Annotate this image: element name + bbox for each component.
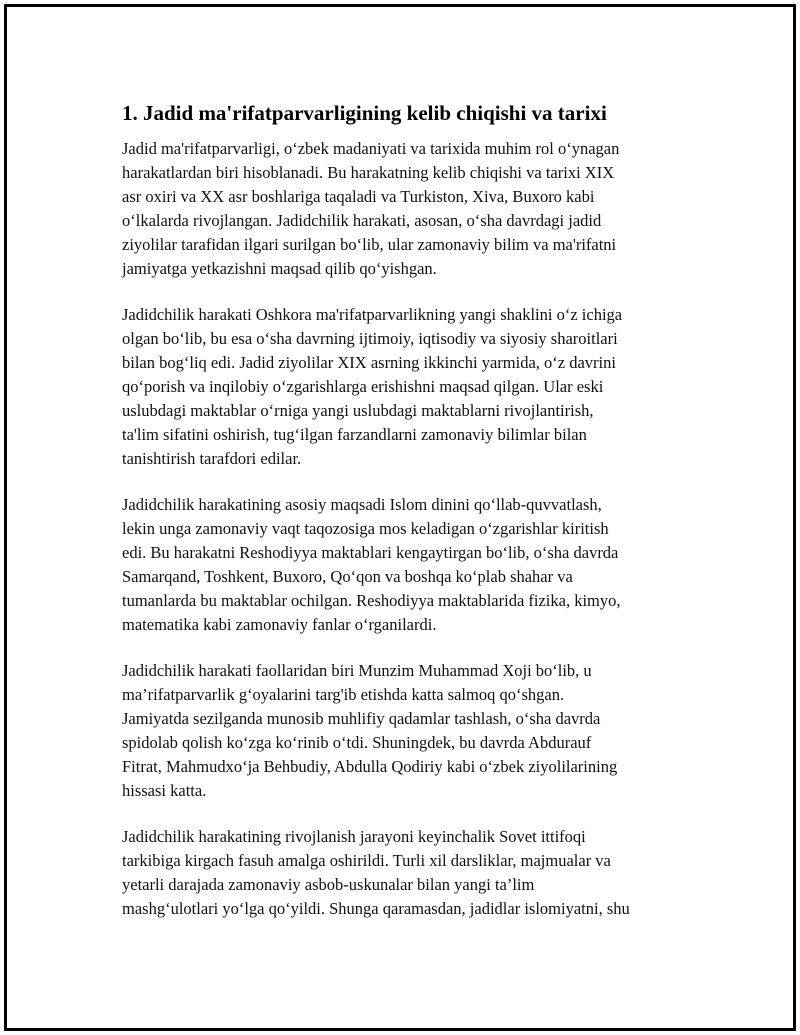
- text-line: tarkibiga kirgach fasuh amalga oshirildi. Turli xil darsliklar, majmualar va: [122, 851, 611, 870]
- text-line: asr oxiri va XX asr boshlariga taqaladi va Turkiston, Xiva, Buxoro kabi: [122, 187, 595, 206]
- text-line: spidolab qolish ko‘zga ko‘rinib o‘tdi. Shuningdek, bu davrda Abdurauf: [122, 733, 592, 752]
- text-line: Jadid ma'rifatparvarligi, o‘zbek madaniyati va tarixida muhim rol o‘ynagan: [122, 139, 620, 158]
- paragraph-3: [122, 493, 702, 637]
- text-line: Jadidchilik harakati faollaridan biri Munzim Muhammad Xoji bo‘lib, u: [122, 661, 592, 680]
- text-line: Jamiyatda sezilganda munosib muhlifiy qadamlar tashlash, o‘sha davrda: [122, 709, 601, 728]
- text-line: Fitrat, Mahmudxo‘ja Behbudiy, Abdulla Qodiriy kabi o‘zbek ziyolilarining: [122, 757, 618, 776]
- paragraph-2: [122, 303, 702, 471]
- page-frame: [4, 4, 796, 1031]
- paragraph-5: [122, 825, 702, 921]
- text-line: lekin unga zamonaviy vaqt taqozosiga mos keladigan o‘zgarishlar kiritish: [122, 519, 609, 538]
- text-line: ma’rifatparvarlik g‘oyalarini targ'ib etishda katta salmoq qo‘shgan.: [122, 685, 565, 704]
- paragraph-1: [122, 137, 702, 281]
- text-line: tumanlarda bu maktablar ochilgan. Reshodiyya maktablarida fizika, kimyo,: [122, 591, 621, 610]
- text-line: matematika kabi zamonaviy fanlar o‘rganilardi.: [122, 615, 437, 634]
- text-line: bilan bog‘liq edi. Jadid ziyolilar XIX asrning ikkinchi yarmida, o‘z davrini: [122, 353, 616, 372]
- text-line: mashg‘ulotlari yo‘lga qo‘yildi. Shunga qaramasdan, jadidlar islomiyatni, shu: [122, 899, 630, 918]
- text-line: o‘lkalarda rivojlangan. Jadidchilik harakati, asosan, o‘sha davrdagi jadid: [122, 211, 602, 230]
- text-line: edi. Bu harakatni Reshodiyya maktablari kengaytirgan bo‘lib, o‘sha davrda: [122, 543, 619, 562]
- text-line: ta'lim sifatini oshirish, tug‘ilgan farzandlarni zamonaviy bilimlar bilan: [122, 425, 587, 444]
- text-line: Jadidchilik harakatining asosiy maqsadi Islom dinini qo‘llab-quvvatlash,: [122, 495, 602, 514]
- text-line: Jadidchilik harakati Oshkora ma'rifatparvarlikning yangi shaklini o‘z ichiga: [122, 305, 623, 324]
- text-line: qo‘porish va inqilobiy o‘zgarishlarga erishishni maqsad qilgan. Ular eski: [122, 377, 604, 396]
- text-line: Jadidchilik harakatining rivojlanish jarayoni keyinchalik Sovet ittifoqi: [122, 827, 586, 846]
- paragraph-4: [122, 659, 702, 803]
- document-body: [122, 98, 702, 943]
- text-line: ziyolilar tarafidan ilgari surilgan bo‘lib, ular zamonaviy bilim va ma'rifatni: [122, 235, 617, 254]
- section-heading: 1. Jadid ma'rifatparvarligining kelib chiqishi va tarixi: [122, 101, 607, 125]
- text-line: hissasi katta.: [122, 781, 207, 800]
- text-line: Samarqand, Toshkent, Buxoro, Qo‘qon va boshqa ko‘plab shahar va: [122, 567, 573, 586]
- text-line: jamiyatga yetkazishni maqsad qilib qo‘yishgan.: [122, 259, 437, 278]
- text-line: uslubdagi maktablar o‘rniga yangi uslubdagi maktablarni rivojlantirish,: [122, 401, 594, 420]
- text-line: olgan bo‘lib, bu esa o‘sha davrning ijtimoiy, iqtisodiy va siyosiy sharoitlari: [122, 329, 618, 348]
- text-line: harakatlardan biri hisoblanadi. Bu harakatning kelib chiqishi va tarixi XIX: [122, 163, 615, 182]
- text-line: tanishtirish tarafdori edilar.: [122, 449, 302, 468]
- text-line: yetarli darajada zamonaviy asbob-uskunalar bilan yangi ta’lim: [122, 875, 535, 894]
